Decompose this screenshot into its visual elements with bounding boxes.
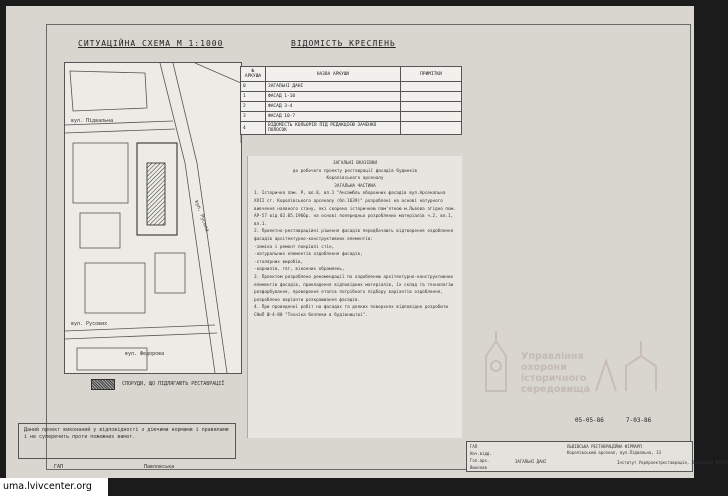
gip-name: Павловська <box>144 464 175 470</box>
cell <box>401 122 462 135</box>
role-label: Нач.відд. <box>470 451 492 456</box>
cell <box>401 112 462 122</box>
table-row <box>241 112 462 122</box>
notes-item: -столярних виробів, <box>254 259 304 265</box>
street-label: вул. Федорова <box>125 351 165 357</box>
compliance-stamp <box>18 423 236 459</box>
cell: 4 <box>241 122 266 135</box>
role-label: ГАП <box>470 444 478 449</box>
watermark-line: історичного <box>521 373 587 384</box>
column-header: НАЗВА АРКУША <box>266 67 401 82</box>
cell <box>401 82 462 92</box>
legend-hatch-swatch <box>91 379 115 390</box>
cell: 0 <box>241 82 266 92</box>
object-name: Королівський арсенал, вул.Підвальна, 13 <box>567 450 661 455</box>
gip-label: ГАП <box>54 464 64 470</box>
drawing-register-table <box>240 66 462 135</box>
sheet-code: РП <box>637 444 642 449</box>
notes-section: ЗАГАЛЬНА ЧАСТИНА <box>334 183 376 189</box>
watermark-text <box>521 351 590 395</box>
table-row <box>241 122 462 135</box>
date-1: 05-05-86 <box>575 417 604 424</box>
situation-map <box>64 62 242 374</box>
date-2: 7-03-86 <box>626 417 652 424</box>
cell <box>401 92 462 102</box>
register-title: ВІДОМІСТЬ КРЕСЛЕНЬ <box>291 39 396 48</box>
cell: 2 <box>241 102 266 112</box>
cell: ФАСАД 3-4 <box>266 102 401 112</box>
notes-paragraph: 1. Історична пам. Р, вл.8, вл.1 "Ансамбль оборонних фасадів вул.Арсенальна XVII ст. Королівського арсеналу (бл.1639)" розроблені на основі натурного вивчення наявного стану, які скорено історичною пам'яткою м.Львова згідно пом. АР-57 від 02.05.1966р. на основі попередньо розроблених матеріалів ч.2, вл.1, вл.1. <box>254 191 456 227</box>
watermark-line: Управління <box>521 351 584 362</box>
table-header-row <box>241 67 462 82</box>
cell: ЗАГАЛЬНІ ДАНІ <box>266 82 401 92</box>
table-row <box>241 82 462 92</box>
notes-paragraph: 4. При проведенні робіт на фасадах та деяких поверхнях відповідно розробити СНиП Ш-4-80 "Техніка безпеки в будівництві". <box>254 305 449 318</box>
notes-title: ЗАГАЛЬНІ ВКАЗІВКИ <box>333 161 377 166</box>
cell: ФАСАД 10-7 <box>266 112 401 122</box>
title-block <box>466 441 728 472</box>
organisation: Інститут Укрпроектреставрація, ЛЬВІВСЬКА ФІЛІЯ <box>617 460 728 465</box>
notes-subtitle: до робочого проекту реставрації фасадів будинків <box>292 168 418 174</box>
notes-item: -натуральних елементів оздоблення фасадів, <box>254 252 363 258</box>
notes-subtitle-2: Королівського арсеналу <box>326 176 384 182</box>
watermark-line: середовища <box>521 384 591 395</box>
column-header: ПРИМІТКИ <box>401 67 462 82</box>
map-title: СИТУАЦІЙНА СХЕМА М 1:1000 <box>78 39 224 48</box>
table-row <box>241 92 462 102</box>
notes-item: -заміна і ремонт покрівлі стін, <box>254 244 335 250</box>
cell: ВІДОМІСТЬ КОЛЬОРІВ ПІД РЕДАКЦІЄЮ ЗАЧЕНКО ПОЛОСОК <box>266 122 401 135</box>
notes-item: -карнизів, тяг, віконних обрамлень, <box>254 267 345 273</box>
table-row <box>241 102 462 112</box>
cell: 3 <box>241 112 266 122</box>
legend-label: СПОРУДИ, ЩО ПІДЛЯГАЮТЬ РЕСТАВРАЦІЇ <box>122 381 225 387</box>
cell: ФАСАД 1-10 <box>266 92 401 102</box>
role-label: Виконав <box>470 465 487 470</box>
source-credit: uma.lvivcenter.org <box>0 478 108 496</box>
role-label: Гол.арх. <box>470 458 490 463</box>
notes-paragraph: 2. Проектно-реставраційні рішення фасадів передбачають відтворення оздоблення фасадів архітектурно-конструктивних елементів: <box>254 229 454 242</box>
drawing-sheet <box>6 6 728 478</box>
cell: 1 <box>241 92 266 102</box>
stage-name: ЗАГАЛЬНІ ДАНІ <box>515 459 547 464</box>
street-label: вул. Руська <box>193 199 211 233</box>
general-notes <box>247 156 462 438</box>
cell <box>401 102 462 112</box>
column-header: № АРКУША <box>241 67 266 82</box>
street-label: вул. Підвальна <box>71 118 114 124</box>
notes-paragraph: 3. Проектом розроблено рекомендації по оздобленню архітектурно-конструктивних елементів фасадів, прикладення відповідних матеріалів, їх склад та технологію розфарбування, проведення етапів потрібного підбору варіантів оздоблення, розроблено варіанти розкраювання фасадів. <box>254 274 454 303</box>
street-label: вул. Русових <box>71 321 108 327</box>
watermark-line: охорони <box>521 362 567 373</box>
compliance-text: Даний проект виконаний у відповідності з діючими нормами і правилами і не суперечить проти пожежних вимог. <box>24 427 229 440</box>
client-name: ЛЬВІВСЬКА РЕСТАВРАЦІЙНА ФІРМА <box>567 444 637 449</box>
